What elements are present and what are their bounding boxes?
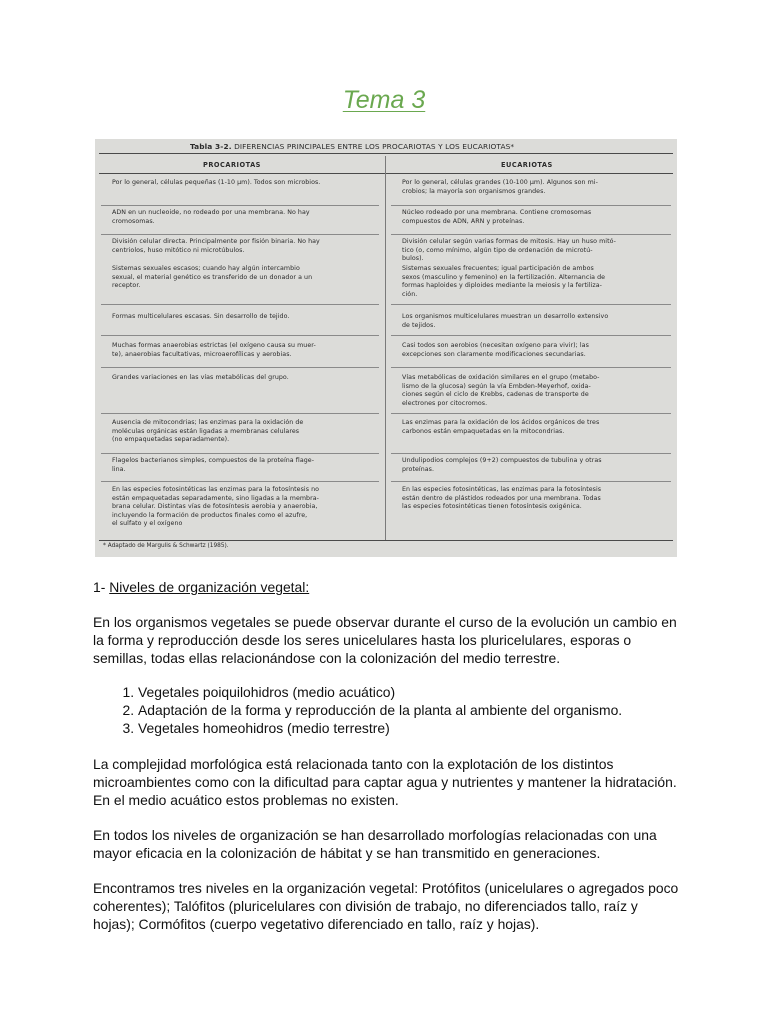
column-header-procariotas: PROCARIOTAS: [203, 161, 261, 169]
paragraph: [93, 826, 683, 862]
table-cell-procariotas: [103, 265, 375, 291]
paragraph-text: Encontramos tres niveles en la organización vegetal: Protófitos (unicelulares o agregados poco coherentes); Talófitos (pluricelulares con división de trabajo, no diferenciados tallo, raíz y hojas); Cormófitos (cuerpo vegetativo diferenciado en tallo, raíz y hojas).: [93, 880, 679, 932]
table-cell-line: Formas multicelulares escasas. Sin desarrollo de tejido.: [112, 313, 290, 320]
table-cell-procariotas: [103, 419, 375, 445]
table-cell-line: carbonos están empaquetadas en la mitocondrias.: [402, 427, 565, 435]
table-cell-line: lismo de la glucosa) según la vía Embden-Meyerhof, oxida-: [402, 382, 591, 390]
table-cell-eucariotas: [393, 486, 665, 512]
table-cell-line: de tejidos.: [402, 321, 436, 329]
table-cell-line: Las enzimas para la oxidación de los ácidos orgánicos de tres: [402, 419, 600, 426]
table-caption-number: Tabla 3-2.: [190, 142, 232, 151]
table-cell-line: las especies fotosintéticas tienen fotosíntesis oxigénica.: [402, 503, 582, 511]
row-rule: [391, 304, 671, 305]
table-cell-procariotas: [103, 457, 375, 474]
list-item: 3. Vegetales homeohidros (medio terrestre): [138, 719, 683, 737]
scanned-table-image: [95, 139, 677, 557]
table-cell-line: proteínas.: [402, 465, 435, 473]
table-cell-line: el sulfato y el oxígeno: [112, 520, 183, 528]
table-cell-line: (no empaquetadas separadamente).: [112, 436, 230, 444]
row-rule: [101, 304, 379, 305]
table-cell-procariotas: [103, 179, 375, 188]
table-cell-line: Vías metabólicas de oxidación similares en el grupo (metabo-: [402, 374, 600, 381]
table-cell-line: excepciones son claramente modificaciones secundarias.: [402, 350, 586, 358]
table-cell-line: Núcleo rodeado por una membrana. Contiene cromosomas: [402, 209, 592, 216]
table-cell-line: están dentro de plástidos rodeados por una membrana. Todas: [402, 494, 601, 502]
table-cell-line: compuestos de ADN, ARN y proteínas.: [402, 217, 525, 225]
table-cell-line: En las especies fotosintéticas, las enzimas para la fotosíntesis: [402, 486, 602, 493]
table-cell-line: sexos (masculino y femenino) en la fertilización. Alternancia de: [402, 273, 606, 281]
table-cell-procariotas: [103, 209, 375, 226]
table-cell-procariotas: [103, 486, 375, 529]
table-cell-line: tico (o, como mínimo, algún tipo de ordenación de microtú-: [402, 246, 593, 254]
table-cell-eucariotas: [393, 342, 665, 359]
table-cell-line: ción.: [402, 290, 418, 298]
table-cell-eucariotas: [393, 457, 665, 474]
table-cell-eucariotas: [393, 313, 665, 330]
table-cell-procariotas: [103, 313, 375, 322]
paragraph: [93, 755, 683, 809]
row-rule: [391, 367, 671, 368]
row-rule: [101, 205, 379, 206]
row-rule: [391, 205, 671, 206]
table-cell-line: ciones según el ciclo de Krebbs, cadenas de transporte de: [402, 391, 589, 399]
table-cell-line: receptor.: [112, 282, 141, 290]
row-rule: [391, 234, 671, 235]
row-rule: [101, 234, 379, 235]
paragraph-text: La complejidad morfológica está relacionada tanto con la explotación de los distintos microambientes como con la dificultad para captar agua y nutrientes y mantener la hidratación. En el medio acuático estos problemas no existen.: [93, 756, 677, 808]
table-cell-line: están empaquetadas separadamente, sino ligadas a la membra-: [112, 494, 319, 502]
paragraph-text: En los organismos vegetales se puede observar durante el curso de la evolución un cambio en la forma y reproducción desde los seres unicelulares hasta los pluricelulares, esporas o semillas, todas ellas relacionándose con la colonización del medio terrestre.: [93, 614, 677, 666]
table-top-rule: [99, 153, 673, 154]
table-cell-line: Grandes variaciones en las vías metabólicas del grupo.: [112, 374, 289, 381]
table-cell-line: División celular según varias formas de mitosis. Hay un huso mitó-: [402, 238, 616, 245]
row-rule: [101, 335, 379, 336]
table-cell-line: moléculas orgánicas están ligadas a membranas celulares: [112, 427, 300, 435]
list-item: 2. Adaptación de la forma y reproducción de la planta al ambiente del organismo.: [138, 701, 683, 719]
row-rule: [391, 413, 671, 414]
table-cell-line: Por lo general, células grandes (10-100 μm). Algunos son mi-: [402, 179, 598, 186]
table-cell-line: te), anaerobias facultativas, microaerofílicas y aerobias.: [112, 350, 292, 358]
row-rule: [391, 453, 671, 454]
paragraph: [93, 879, 683, 933]
table-cell-line: incluyendo la formación de productos finales como el azufre,: [112, 511, 308, 519]
paragraph-text: En todos los niveles de organización se han desarrollado morfologías relacionadas con una mayor eficacia en la colonización de hábitat y se han transmitido en generaciones.: [93, 827, 657, 861]
table-caption-text: DIFERENCIAS PRINCIPALES ENTRE LOS PROCARIOTAS Y LOS EUCARIOTAS*: [234, 142, 515, 151]
table-cell-eucariotas: [393, 209, 665, 226]
table-cell-line: formas haploides y diploides mediante la meiosis y la fertiliza-: [402, 282, 603, 290]
table-cell-line: Ausencia de mitocondrias; las enzimas para la oxidación de: [112, 419, 304, 426]
table-cell-line: División celular directa. Principalmente por fisión binaria. No hay: [112, 238, 320, 245]
table-cell-line: Casi todos son aerobios (necesitan oxígeno para vivir); las: [402, 342, 589, 349]
table-cell-line: Los organismos multicelulares muestran un desarrollo extensivo: [402, 313, 609, 320]
table-cell-eucariotas: [393, 238, 665, 264]
row-rule: [391, 335, 671, 336]
column-divider: [385, 156, 386, 541]
table-cell-line: lina.: [112, 465, 126, 473]
table-cell-eucariotas: [393, 179, 665, 196]
row-rule: [101, 453, 379, 454]
row-rule: [101, 367, 379, 368]
table-cell-line: Flagelos bacterianos simples, compuestos de la proteína flage-: [112, 457, 315, 464]
table-cell-line: Sistemas sexuales escasos; cuando hay algún intercambio: [112, 265, 300, 272]
document-title: Tema 3: [342, 86, 426, 114]
table-cell-line: brana celular. Distintas vías de fotosíntesis aerobia y anaerobia,: [112, 503, 318, 511]
section-heading: [93, 578, 683, 596]
row-rule: [101, 481, 379, 482]
table-cell-line: Por lo general, células pequeñas (1-10 μm). Todos son microbios.: [112, 179, 321, 186]
table-footnote: * Adaptado de Margulis & Schwartz (1985).: [103, 543, 229, 549]
list-item: 1. Vegetales poiquilohidros (medio acuático): [138, 683, 683, 701]
table-caption: [190, 142, 670, 151]
table-cell-eucariotas: [393, 419, 665, 436]
section-heading-text: Niveles de organización vegetal:: [109, 579, 310, 595]
row-rule: [101, 413, 379, 414]
table-cell-line: crobios; la mayoría son organismos grandes.: [402, 187, 546, 195]
table-cell-procariotas: [103, 374, 375, 383]
table-cell-line: ADN en un nucleoide, no rodeado por una membrana. No hay: [112, 209, 310, 216]
table-cell-line: Muchas formas anaerobias estrictas (el oxígeno causa su muer-: [112, 342, 316, 349]
table-bottom-rule: [99, 540, 673, 541]
table-cell-line: cromosomas.: [112, 217, 155, 225]
section-number: 1-: [93, 579, 106, 595]
table-cell-line: En las especies fotosintéticas las enzimas para la fotosíntesis no: [112, 486, 320, 493]
table-cell-line: centriolos, huso mitótico ni microtúbulos.: [112, 246, 245, 254]
table-cell-eucariotas: [393, 265, 665, 299]
table-cell-line: Sistemas sexuales frecuentes; igual participación de ambos: [402, 265, 594, 272]
paragraph: [93, 613, 683, 667]
table-cell-line: bulos).: [402, 255, 424, 263]
table-cell-line: Undulipodios complejos (9+2) compuestos de tubulina y otras: [402, 457, 602, 464]
table-cell-line: electrones por citocromos.: [402, 399, 488, 407]
table-cell-line: sexual, el material genético es transferido de un donador a un: [112, 273, 313, 281]
table-cell-procariotas: [103, 342, 375, 359]
header-rule: [99, 173, 673, 174]
table-cell-eucariotas: [393, 374, 665, 408]
table-cell-procariotas: [103, 238, 375, 255]
numbered-list: [93, 683, 683, 737]
column-header-eucariotas: EUCARIOTAS: [501, 161, 553, 169]
row-rule: [391, 481, 671, 482]
